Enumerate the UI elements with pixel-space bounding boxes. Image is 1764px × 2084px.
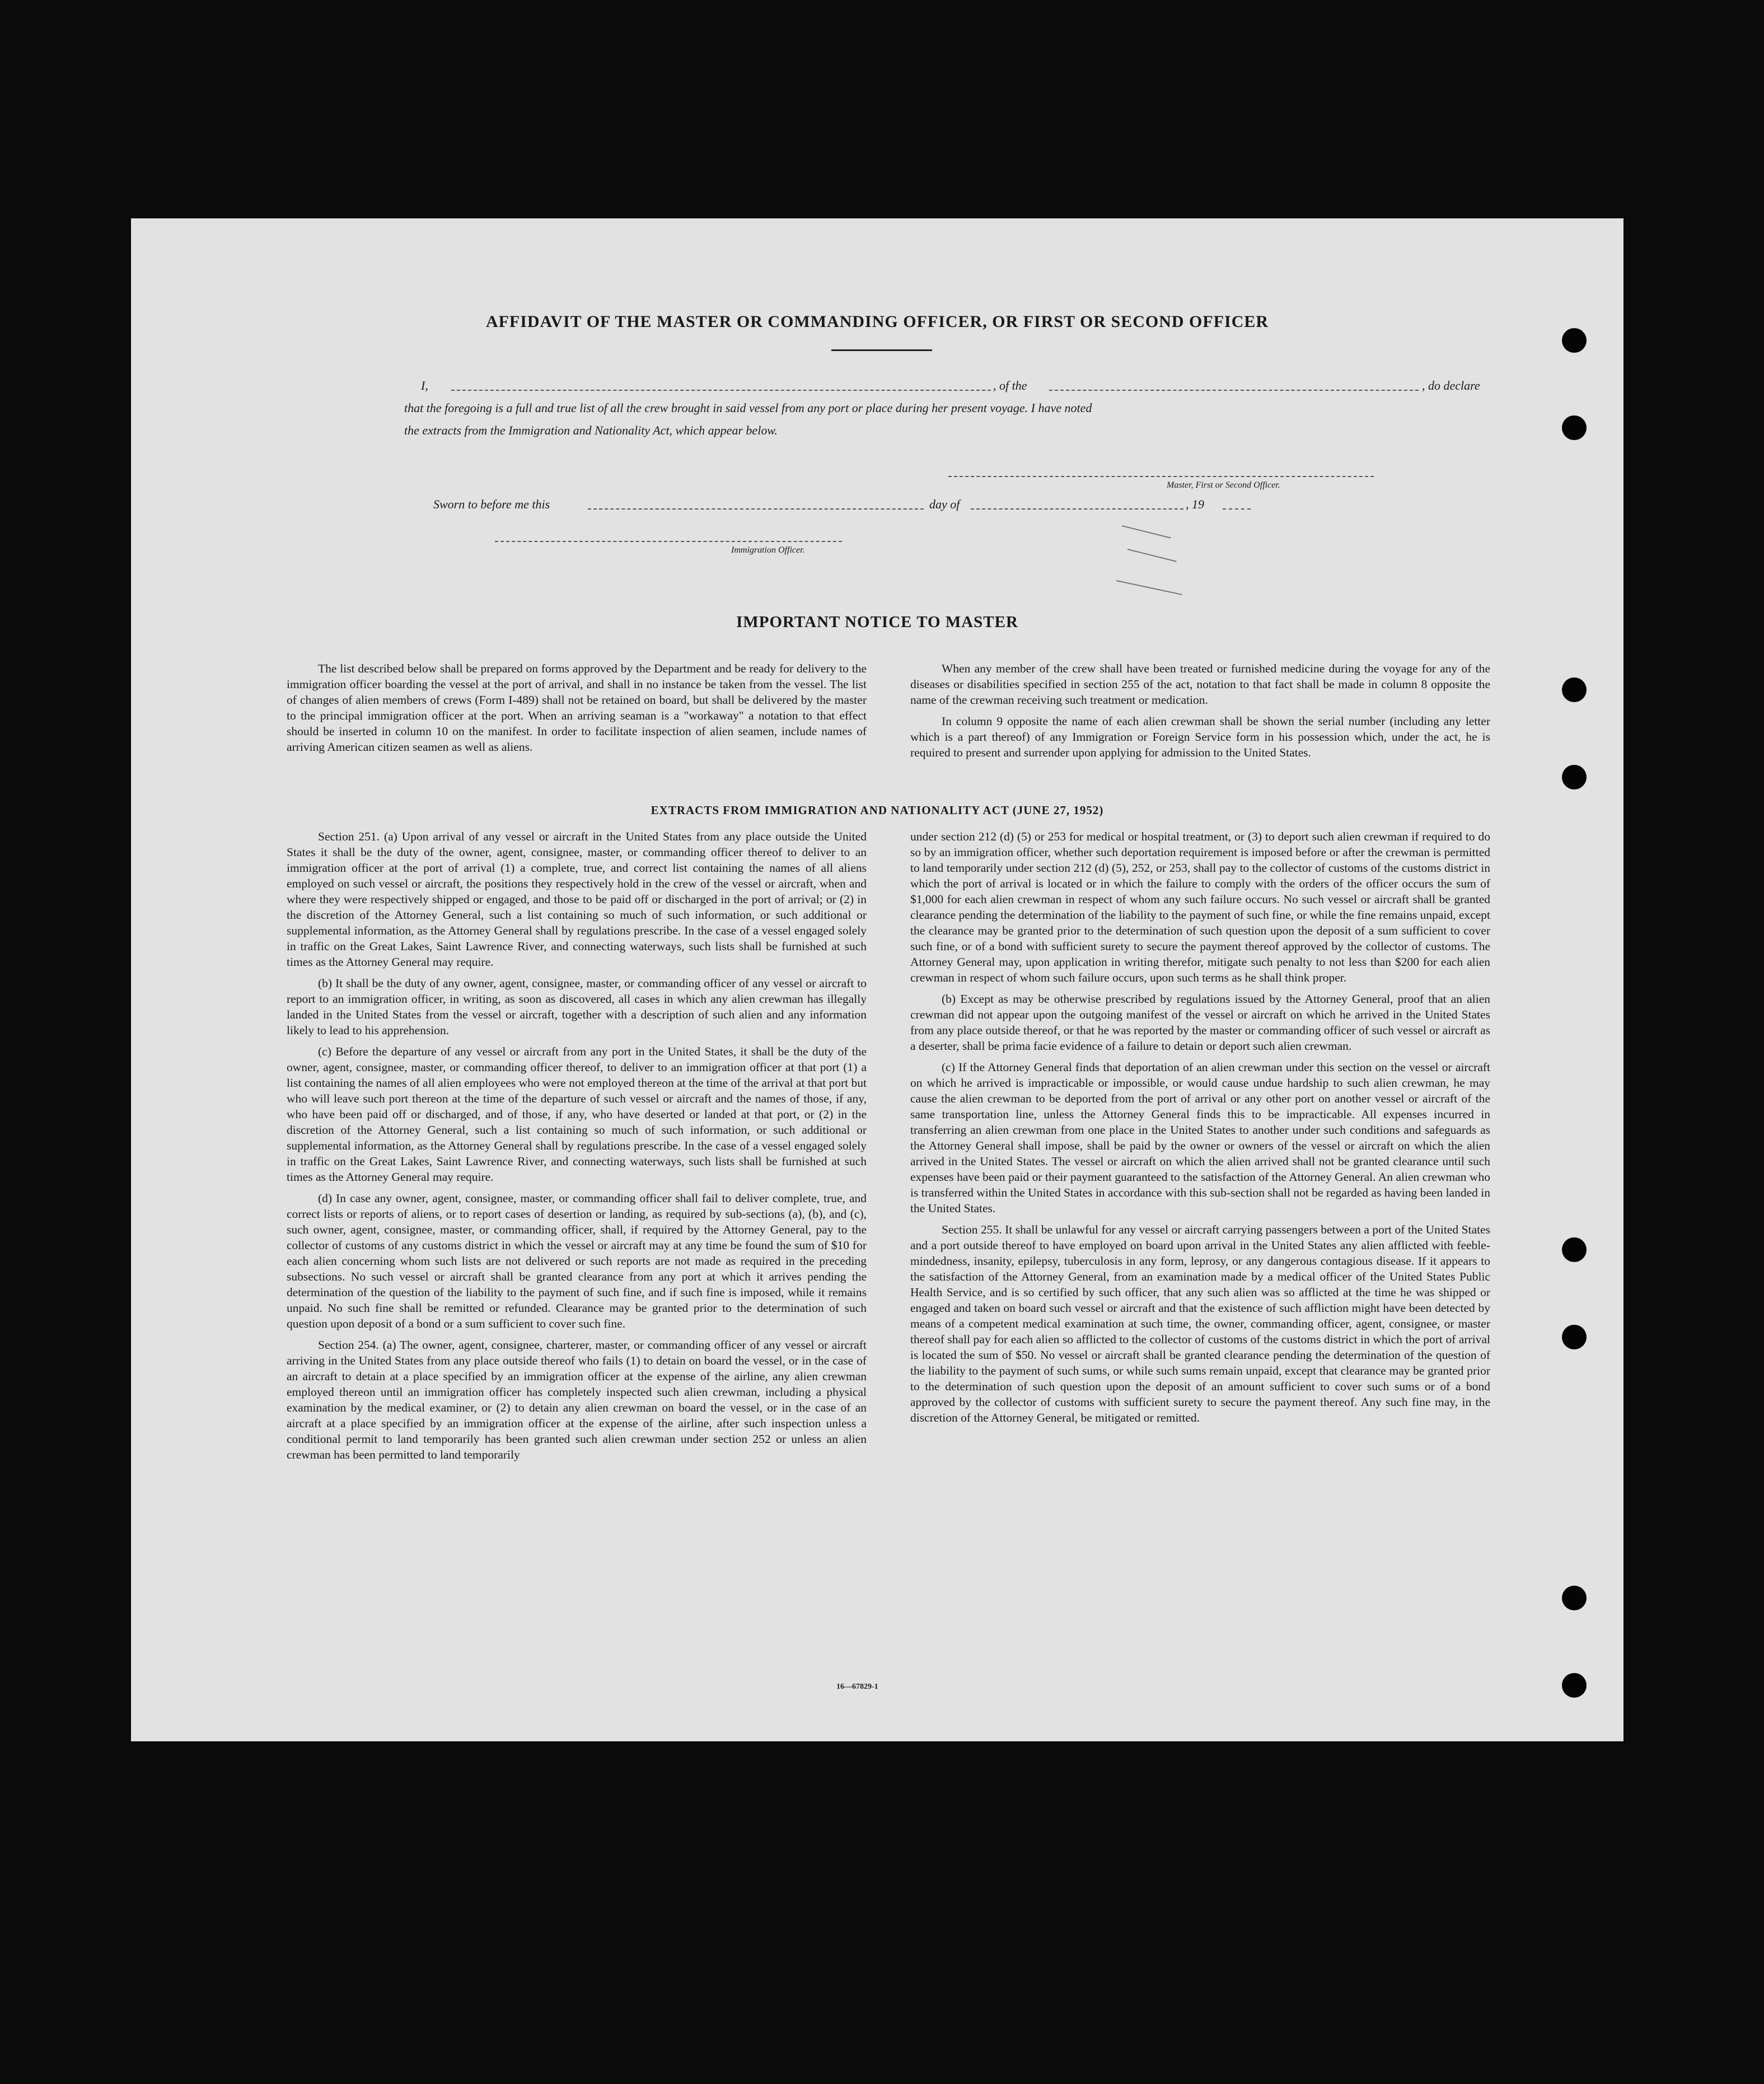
declare-label: , do declare <box>1422 379 1480 392</box>
declarant-prefix: I, <box>421 379 428 392</box>
notice-paragraph: When any member of the crew shall have been treated or furnished medicine during the voyage for any of the diseases or disabilities specified in section 255 of the act, notation to that fact shall be made in column 8 opposite the name of the crewman receiving such treatment or medication. <box>910 662 1490 707</box>
affidavit-title: AFFIDAVIT OF THE MASTER OR COMMANDING OFFICER, OR FIRST OR SECOND OFFICER <box>485 312 1269 331</box>
extracts-left-column <box>287 829 867 1468</box>
vessel-name-field[interactable] <box>1049 390 1419 391</box>
law-paragraph: (d) In case any owner, agent, consignee, master, or commanding officer shall fail to deliver complete, true, and correct lists or reports of aliens, or to report cases of desertion or landing, as required by sub-sections (a), (b), and (c), such owner, agent, consignee, master, or commanding officer, shall, if required by the Attorney General, pay to the collector of customs of any customs district in which the vessel or aircraft may at any time be found the sum of $10 for each alien concerning whom such lists are not delivered or such reports are not made as required in the preceding subsections. No such vessel or aircraft shall be granted clearance from any port at which it arrives pending the determination of the question of the liability to the payment of such fine, and if such fine is imposed, while it remains unpaid. No such fine shall be remitted or refunded. Clearance may be granted prior to the determination of such question upon deposit of a bond or a sum sufficient to cover such fine. <box>287 1191 867 1330</box>
sworn-year-field[interactable] <box>1223 508 1251 510</box>
extracts-title: EXTRACTS FROM IMMIGRATION AND NATIONALITY ACT (JUNE 27, 1952) <box>651 803 1104 817</box>
form-number: 16—67829-1 <box>836 1683 878 1691</box>
law-paragraph: (b) Except as may be otherwise prescribed by regulations issued by the Attorney General, proof that an alien crewman did not appear upon the outgoing manifest of the vessel or aircraft on which he arrived in the United States from any place outside thereof, or that he was reported by the master or commanding officer of such vessel or aircraft as a deserter, shall be prima facie evidence of a failure to detain or deport such alien crewman. <box>910 992 1490 1053</box>
declarant-name-field[interactable] <box>451 390 991 391</box>
punch-hole <box>1562 1673 1587 1698</box>
punch-hole <box>1562 415 1587 440</box>
sworn-day-field[interactable] <box>588 508 924 510</box>
punch-hole <box>1562 1237 1587 1262</box>
title-divider <box>831 349 932 351</box>
notice-paragraph: The list described below shall be prepared on forms approved by the Department and be ready for delivery to the immigration officer boarding the vessel at the port of arrival, and shall in no instance be taken from the vessel. The list of changes of alien members of crews (Form I-489) shall not be retained on board, but shall be delivered by the master to the principal immigration officer at the port. When an arriving seaman is a "workaway" a notation to that effect should be inserted in column 10 on the manifest. In order to facilitate inspection of alien seamen, include names of arriving American citizen seamen as well as aliens. <box>287 662 867 754</box>
law-paragraph: (c) Before the departure of any vessel or aircraft from any port in the United States, it shall be the duty of the owner, agent, consignee, master, or commanding officer thereof, to deliver to an immigration officer at that port (1) a list containing the names of all alien employees who were not employed thereon at the time of the arrival at that port but who will leave such port thereon at the time of the departure of such vessel or aircraft and the names of those, if any, who have been paid off or discharged, and of those, if any, who have deserted or landed at that port, or (2) in the discretion of the Attorney General, such a list containing so much of such information, or such additional or supplemental information, as the Attorney General shall by regulations prescribe. In the case of a vessel engaged solely in traffic on the Great Lakes, Saint Lawrence River, and connecting waterways, such lists shall be furnished at such times as the Attorney General may require. <box>287 1045 867 1184</box>
pencil-mark <box>1122 525 1171 539</box>
law-paragraph: (b) It shall be the duty of any owner, agent, consignee, master, or commanding officer of any vessel or aircraft to report to an immigration officer, in writing, as soon as discovered, all cases in which any alien crewman has illegally landed in the United States from the vessel or aircraft, together with a description of such alien and any information likely to lead to his apprehension. <box>287 976 867 1037</box>
punch-hole <box>1562 765 1587 789</box>
pencil-mark <box>1116 580 1182 595</box>
day-of-label: day of <box>929 497 960 511</box>
sworn-label: Sworn to before me this <box>433 497 550 511</box>
sworn-month-field[interactable] <box>971 508 1183 510</box>
notice-left-column <box>287 661 867 760</box>
form-page <box>131 218 1623 1741</box>
law-paragraph: Section 255. It shall be unlawful for any vessel or aircraft carrying passengers between a port of the United States and a port outside thereof to have employed on board upon arrival in the United States any alien afflicted with feeble-mindedness, insanity, epilepsy, tuberculosis in any form, leprosy, or any dangerous contagious disease. If it appears to the satisfaction of the Attorney General, from an examination made by a medical officer of the United States Public Health Service, and is so certified by such officer, that any such alien was so afflicted at the time he was shipped or engaged and taken on board such vessel or aircraft and that the existence of such affliction might have been detected by means of a competent medical examination at such time, the owner, commanding officer, agent, consignee, or master thereof shall pay for each alien so afflicted to the collector of customs of the customs district in which the port of arrival is located the sum of $50. No vessel or aircraft shall be granted clearance pending the determination of the question of the liability to the payment of such sums, or while such sums remain unpaid, except that clearance may be granted prior to the determination of such question upon the deposit of an amount sufficient to cover such sums or of a bond approved by the collector of customs with sufficient surety to secure the payment thereof. Any such fine may, in the discretion of the Attorney General, be mitigated or remitted. <box>910 1223 1490 1424</box>
pencil-mark <box>1127 549 1177 562</box>
notice-right-column <box>910 661 1490 766</box>
punch-hole <box>1562 1325 1587 1349</box>
punch-hole <box>1562 1586 1587 1610</box>
of-the-label: , of the <box>993 379 1027 392</box>
master-signature-field[interactable] <box>948 476 1374 477</box>
declaration-text: that the foregoing is a full and true list of all the crew brought in said vessel from any port or place during her present voyage. I have noted <box>404 401 1092 415</box>
law-paragraph: Section 254. (a) The owner, agent, consignee, charterer, master, or commanding officer of any vessel or aircraft arriving in the United States from any place outside thereof who fails (1) to detain on board the vessel, or in the case of an aircraft to detain at a place specified by an immigration officer at the expense of the airline, any alien crewman employed thereon until an immigration officer has completely inspected such alien crewman, including a physical examination by the medical examiner, or (2) to detain any alien crewman on board the vessel, or in the case of an aircraft at a place specified by an immigration officer at the expense of the airline, after such inspection unless a conditional permit to land temporarily has been granted such alien crewman under section 252 or unless an alien crewman has been permitted to land temporarily <box>287 1338 867 1461</box>
law-paragraph: under section 212 (d) (5) or 253 for medical or hospital treatment, or (3) to deport such alien crewman if required to do so by an immigration officer, whether such deportation requirement is imposed before or after the crewman is permitted to land temporarily under section 212 (d) (5), 252, or 253, shall pay to the collector of customs of the customs district in which the port of arrival is located or in which the failure to comply with the orders of the officer occurs the sum of $1,000 for each alien crewman in respect of whom any such failure occurs. No such vessel or aircraft shall be granted clearance pending the determination of the liability to the payment of such fine, or while the fine remains unpaid, except the clearance may be granted prior to the determination of such question upon the deposit of a sum sufficient to cover such fine, or of a bond with sufficient surety to secure the payment thereof approved by the collector of customs. The Attorney General may, upon application in writing therefor, mitigate such penalty to not less than $200 for each alien crewman in respect of whom such failure occurs, upon such terms as he shall think proper. <box>910 830 1490 984</box>
year-label: , 19 <box>1186 497 1204 511</box>
officer-signature-field[interactable] <box>495 541 842 542</box>
notice-title: IMPORTANT NOTICE TO MASTER <box>736 613 1018 631</box>
notice-paragraph: In column 9 opposite the name of each alien crewman shall be shown the serial number (including any letter which is a part thereof) of any Immigration or Foreign Service form in his possession which, under the act, he is required to present and surrender upon applying for admission to the United States. <box>910 714 1490 759</box>
punch-hole <box>1562 328 1587 353</box>
master-signature-label: Master, First or Second Officer. <box>1167 480 1280 490</box>
law-paragraph: Section 251. (a) Upon arrival of any vessel or aircraft in the United States from any place outside the United States it shall be the duty of the owner, agent, consignee, master, or commanding officer thereof to deliver to an immigration officer at the port of arrival (1) a complete, true, and correct list containing the names of all aliens employed on such vessel or aircraft, the positions they respectively hold in the crew of the vessel or aircraft, when and where they were respectively shipped or engaged, and those to be paid off or discharged in the port of arrival; or (2) in the discretion of the Attorney General, such a list containing so much of such information, or such additional or supplemental information, as the Attorney General shall by regulations prescribe. In the case of a vessel engaged solely in traffic on the Great Lakes, Saint Lawrence River, and connecting waterways, such lists shall be furnished at such times as the Attorney General may require. <box>287 830 867 969</box>
extracts-right-column <box>910 829 1490 1431</box>
officer-signature-label: Immigration Officer. <box>731 545 805 555</box>
punch-hole <box>1562 677 1587 702</box>
declaration-text-2: the extracts from the Immigration and Nationality Act, which appear below. <box>404 423 778 437</box>
law-paragraph: (c) If the Attorney General finds that deportation of an alien crewman under this section on the vessel or aircraft on which he arrived is impracticable or impossible, or would cause undue hardship to such alien crewman, he may cause the alien crewman to be deported from the port of arrival or any other port on another vessel or aircraft of the same transportation line, unless the Attorney General finds this to be impracticable. All expenses incurred in transferring an alien crewman from one place in the United States to another under such conditions and safeguards as the Attorney General shall impose, shall be paid by the owner or owners of the vessel or aircraft on which the alien arrived in the United States. The vessel or aircraft on which the alien arrived shall not be granted clearance until such expenses have been paid or their payment guaranteed to the satisfaction of the Attorney General. An alien crewman who is transferred within the United States in accordance with this sub-section shall not be regarded as having been landed in the United States. <box>910 1060 1490 1215</box>
